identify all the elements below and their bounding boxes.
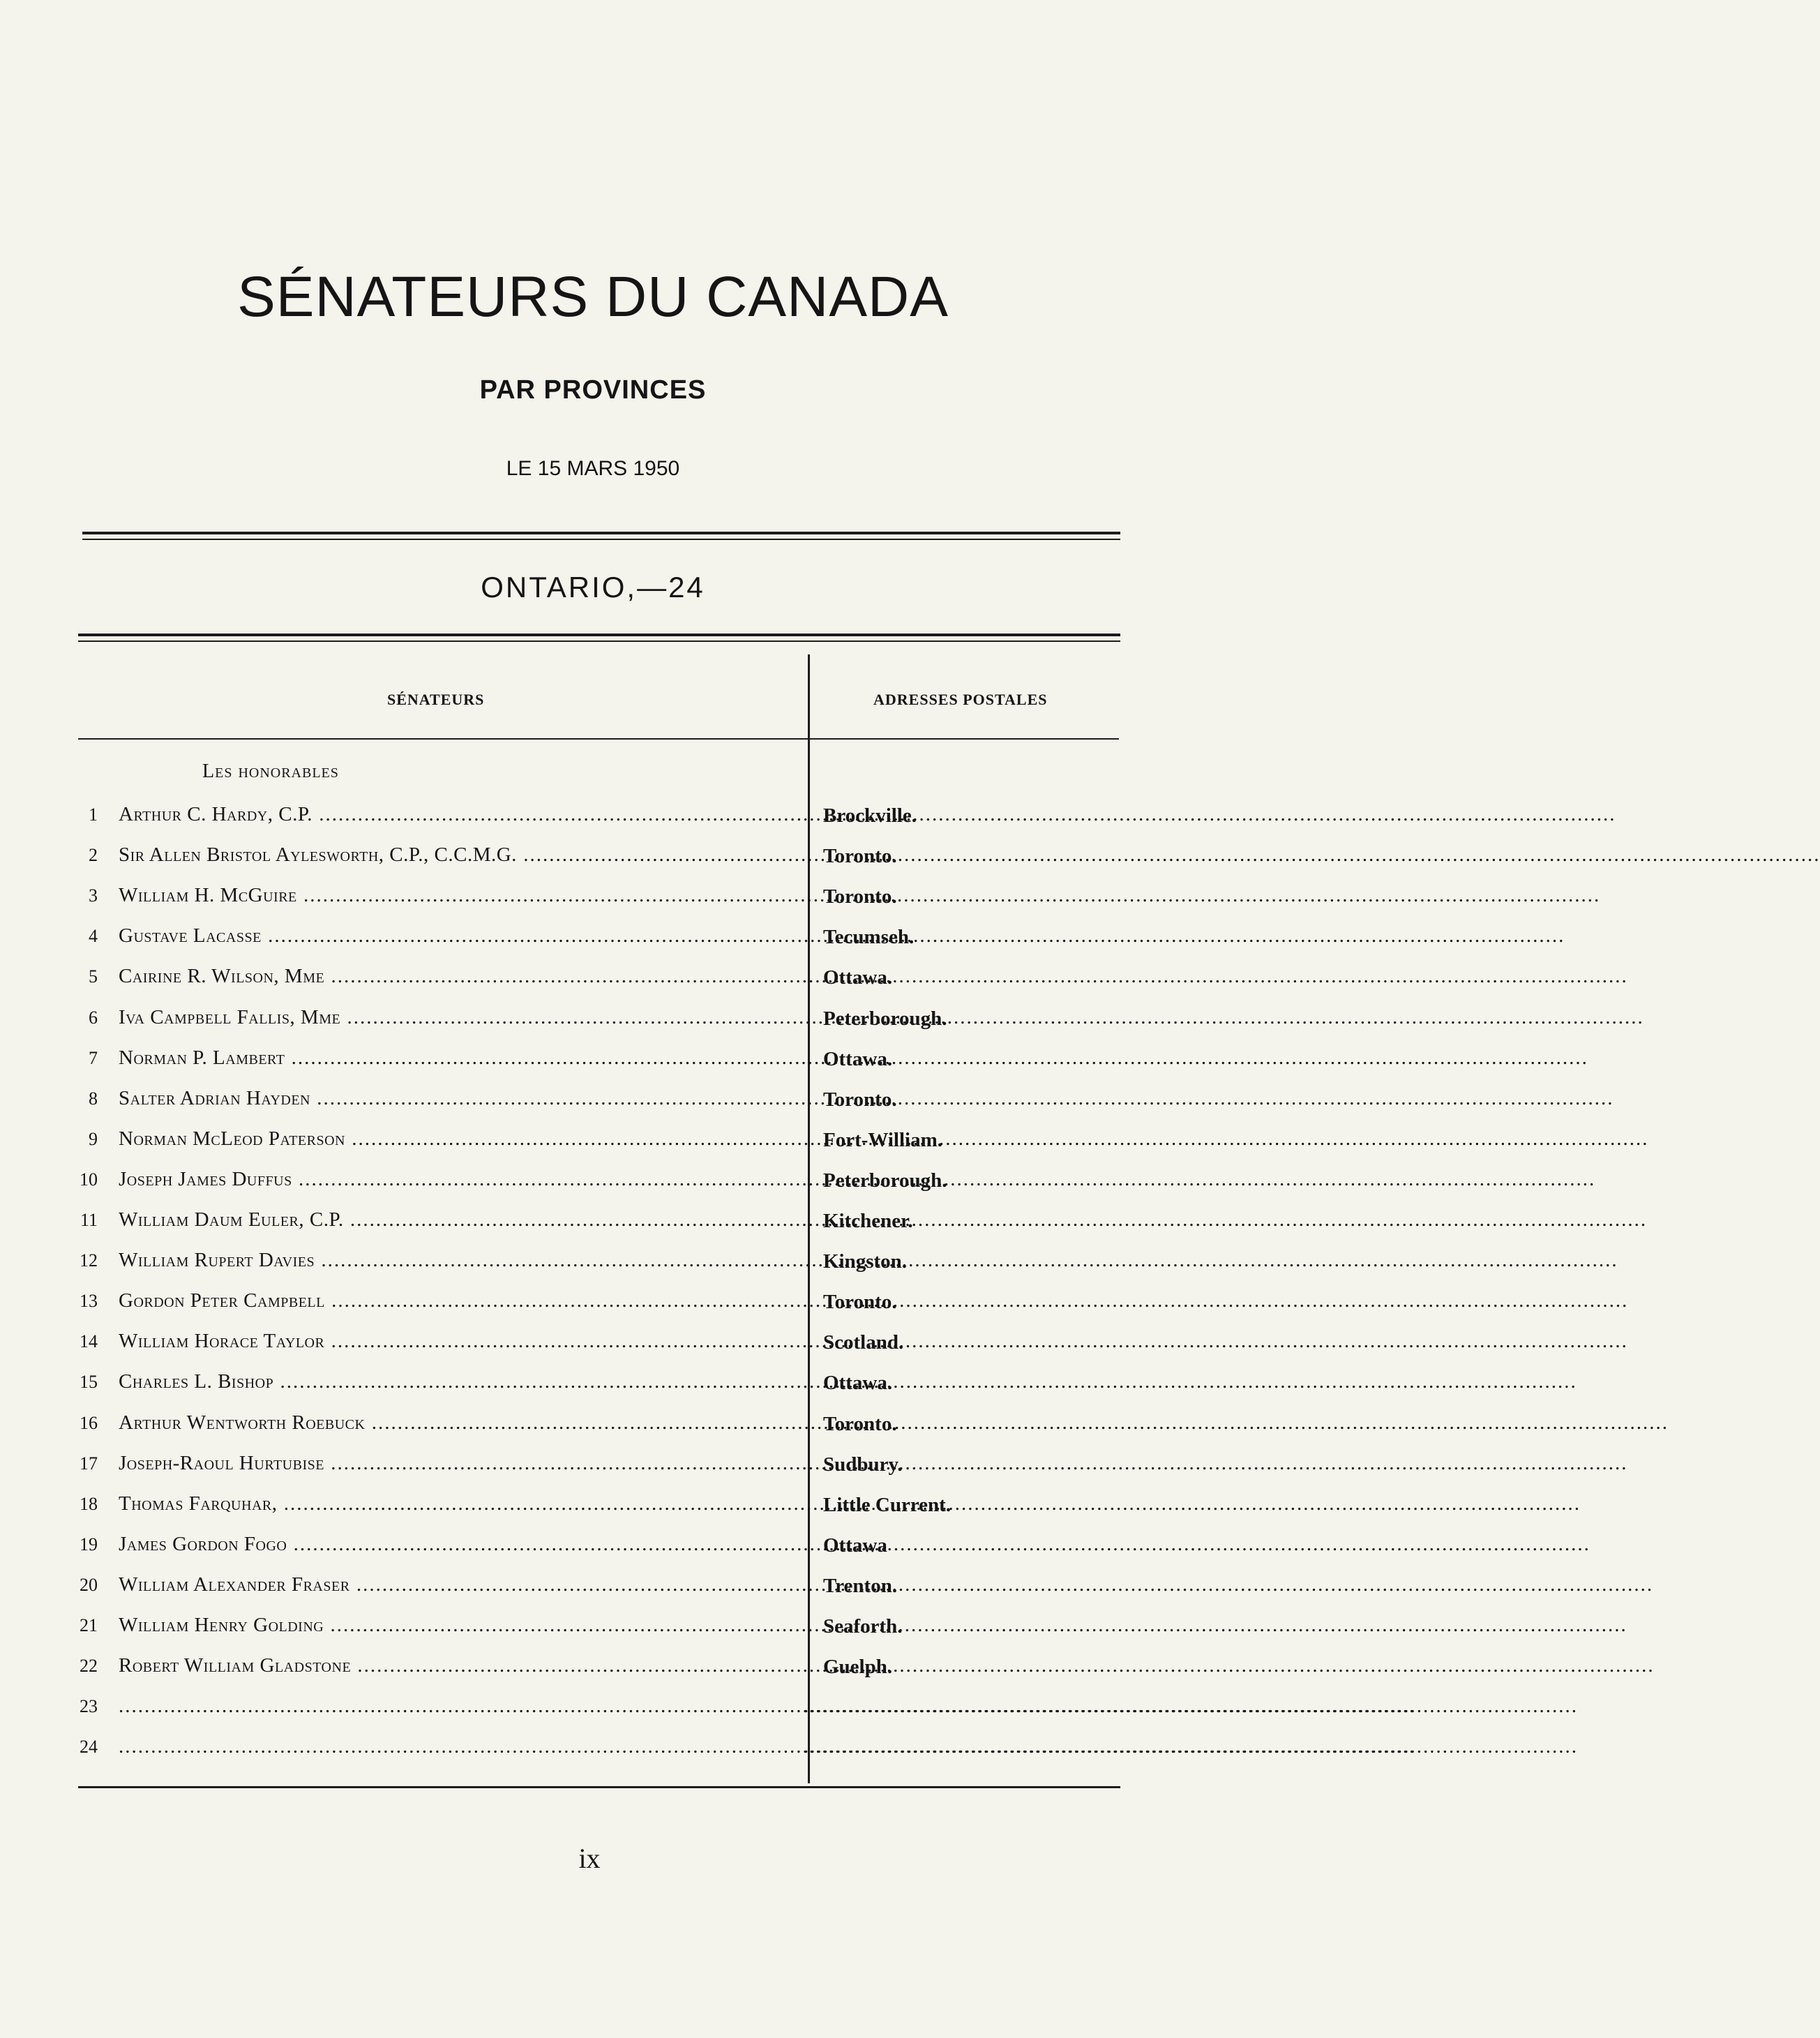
postal-address: Guelph. — [823, 1656, 893, 1679]
postal-address: Toronto. — [823, 885, 897, 908]
postal-address: Brockville. — [823, 804, 917, 827]
postal-address: Toronto. — [823, 1088, 897, 1111]
column-header-senators: SÉNATEURS — [387, 691, 485, 708]
address-leader-dots: ........................................................................................................................ — [804, 1735, 1578, 1758]
senator-name: Joseph-Raoul Hurtubise ..... — [119, 1452, 806, 1475]
row-number: 11 — [80, 1210, 98, 1230]
senator-name: Gordon Peter Campbell ..... — [119, 1289, 806, 1312]
table-row — [0, 1448, 1249, 1483]
table-row — [0, 1326, 1249, 1361]
row-number: 8 — [89, 1088, 98, 1109]
postal-address: Ottawa. — [823, 966, 893, 989]
postal-address: Ottawa — [823, 1534, 887, 1557]
senator-name: Sir Allen Bristol Aylesworth, C.P., C.C.M.G. ..... — [119, 844, 806, 867]
senator-name: James Gordon Fogo ..... — [119, 1533, 806, 1556]
table-row — [0, 1691, 1578, 1725]
senator-name: Joseph James Duffus ..... — [119, 1168, 806, 1191]
senator-name: Robert William Gladstone ..... — [119, 1654, 806, 1677]
postal-address: Scotland. — [823, 1331, 904, 1354]
table-row — [0, 1529, 1249, 1564]
table-row — [0, 1123, 1249, 1158]
senator-name: Iva Campbell Fallis, Mme ..... — [119, 1006, 806, 1029]
senator-name: Charles L. Bishop ..... — [119, 1370, 806, 1393]
table-row — [0, 961, 1249, 996]
senator-name — [119, 1735, 806, 1758]
row-number: 12 — [80, 1250, 98, 1271]
table-row — [0, 1204, 1249, 1239]
row-number: 16 — [80, 1412, 98, 1433]
row-number: 19 — [80, 1534, 98, 1554]
row-number: 20 — [80, 1574, 98, 1595]
mid-rule-thin — [78, 640, 1120, 642]
table-row — [0, 880, 1249, 915]
postal-address: Tecumseh. — [823, 926, 915, 949]
senator-name: Thomas Farquhar, ..... — [119, 1492, 806, 1515]
province-heading: ONTARIO,—24 — [481, 571, 705, 604]
mid-rule-thick — [78, 634, 1120, 636]
table-row — [0, 1610, 1249, 1644]
table-row — [0, 1366, 1249, 1401]
postal-address: Toronto. — [823, 1412, 897, 1435]
bottom-rule — [78, 1786, 1120, 1788]
postal-address: Peterborough. — [823, 1007, 947, 1030]
senator-name: William Henry Golding ..... — [119, 1614, 806, 1637]
senator-name: Gustave Lacasse ..... — [119, 924, 806, 947]
header-rule — [78, 738, 1119, 740]
senator-name: Arthur Wentworth Roebuck ..... — [119, 1411, 806, 1434]
row-number: 6 — [89, 1007, 98, 1028]
top-rule-thin — [82, 539, 1120, 540]
column-header-addresses: ADRESSES POSTALES — [873, 691, 1048, 708]
table-row — [0, 1731, 1578, 1766]
postal-address: Sudbury. — [823, 1453, 903, 1476]
postal-address: Trenton. — [823, 1574, 898, 1597]
postal-address: Fort-William. — [823, 1128, 943, 1151]
senator-name: William H. McGuire ..... — [119, 884, 806, 907]
senator-name: William Daum Euler, C.P. ..... — [119, 1208, 806, 1231]
page-title: SÉNATEURS DU CANADA — [237, 265, 949, 329]
row-number: 24 — [80, 1737, 98, 1758]
senator-name: Arthur C. Hardy, C.P. ..... — [119, 803, 806, 826]
postal-address: Little Current. — [823, 1493, 952, 1516]
table-row — [0, 1569, 1249, 1604]
top-rule-thick — [82, 532, 1120, 534]
table-row — [0, 839, 1249, 874]
table-row — [0, 1083, 1249, 1118]
postal-address: Toronto. — [823, 1291, 897, 1314]
senator-name: Norman McLeod Paterson ..... — [119, 1127, 806, 1151]
postal-address: Kitchener. — [823, 1210, 913, 1232]
senator-name: William Horace Taylor ..... — [119, 1330, 806, 1353]
table-row — [0, 1002, 1249, 1037]
page-number: ix — [578, 1843, 601, 1874]
table-row — [0, 1650, 1249, 1685]
table-row — [0, 1488, 1249, 1523]
table-row — [0, 1285, 1249, 1320]
senator-name: Norman P. Lambert ..... — [119, 1047, 806, 1070]
row-number: 15 — [80, 1372, 98, 1393]
table-row — [0, 1407, 1249, 1442]
page-subtitle: PAR PROVINCES — [479, 375, 707, 405]
table-row — [0, 799, 1249, 834]
row-number: 22 — [80, 1656, 98, 1677]
table-row — [0, 1042, 1249, 1077]
senator-name: Salter Adrian Hayden ..... — [119, 1087, 806, 1110]
row-number: 2 — [89, 845, 98, 866]
postal-address: Ottawa. — [823, 1372, 893, 1395]
row-number: 18 — [80, 1493, 98, 1514]
row-number: 17 — [80, 1453, 98, 1474]
address-leader-dots: ........................................................................................................................ — [804, 1695, 1578, 1718]
row-number: 4 — [89, 926, 98, 947]
table-row — [0, 920, 1249, 955]
row-number: 7 — [89, 1047, 98, 1068]
row-number: 10 — [80, 1169, 98, 1190]
table-row — [0, 1245, 1249, 1280]
postal-address: Toronto. — [823, 845, 897, 868]
row-number: 13 — [80, 1291, 98, 1312]
row-number: 21 — [80, 1615, 98, 1635]
table-row — [0, 1164, 1249, 1199]
row-number: 1 — [89, 804, 98, 825]
row-number: 14 — [80, 1331, 98, 1352]
row-number: 5 — [89, 966, 98, 987]
postal-address: Kingston. — [823, 1250, 908, 1273]
honorables-label: Les honorables — [202, 760, 339, 782]
postal-address: Ottawa. — [823, 1047, 893, 1070]
page-date: LE 15 MARS 1950 — [506, 457, 680, 480]
postal-address: Peterborough. — [823, 1169, 947, 1192]
postal-address: Seaforth. — [823, 1615, 903, 1638]
row-number: 3 — [89, 885, 98, 906]
senator-name: Cairine R. Wilson, Mme ..... — [119, 965, 806, 988]
senator-name: William Alexander Fraser ..... — [119, 1573, 806, 1596]
row-number: 23 — [80, 1696, 98, 1717]
senator-name — [119, 1695, 806, 1718]
row-number: 9 — [89, 1128, 98, 1149]
senator-name: William Rupert Davies ..... — [119, 1249, 806, 1272]
